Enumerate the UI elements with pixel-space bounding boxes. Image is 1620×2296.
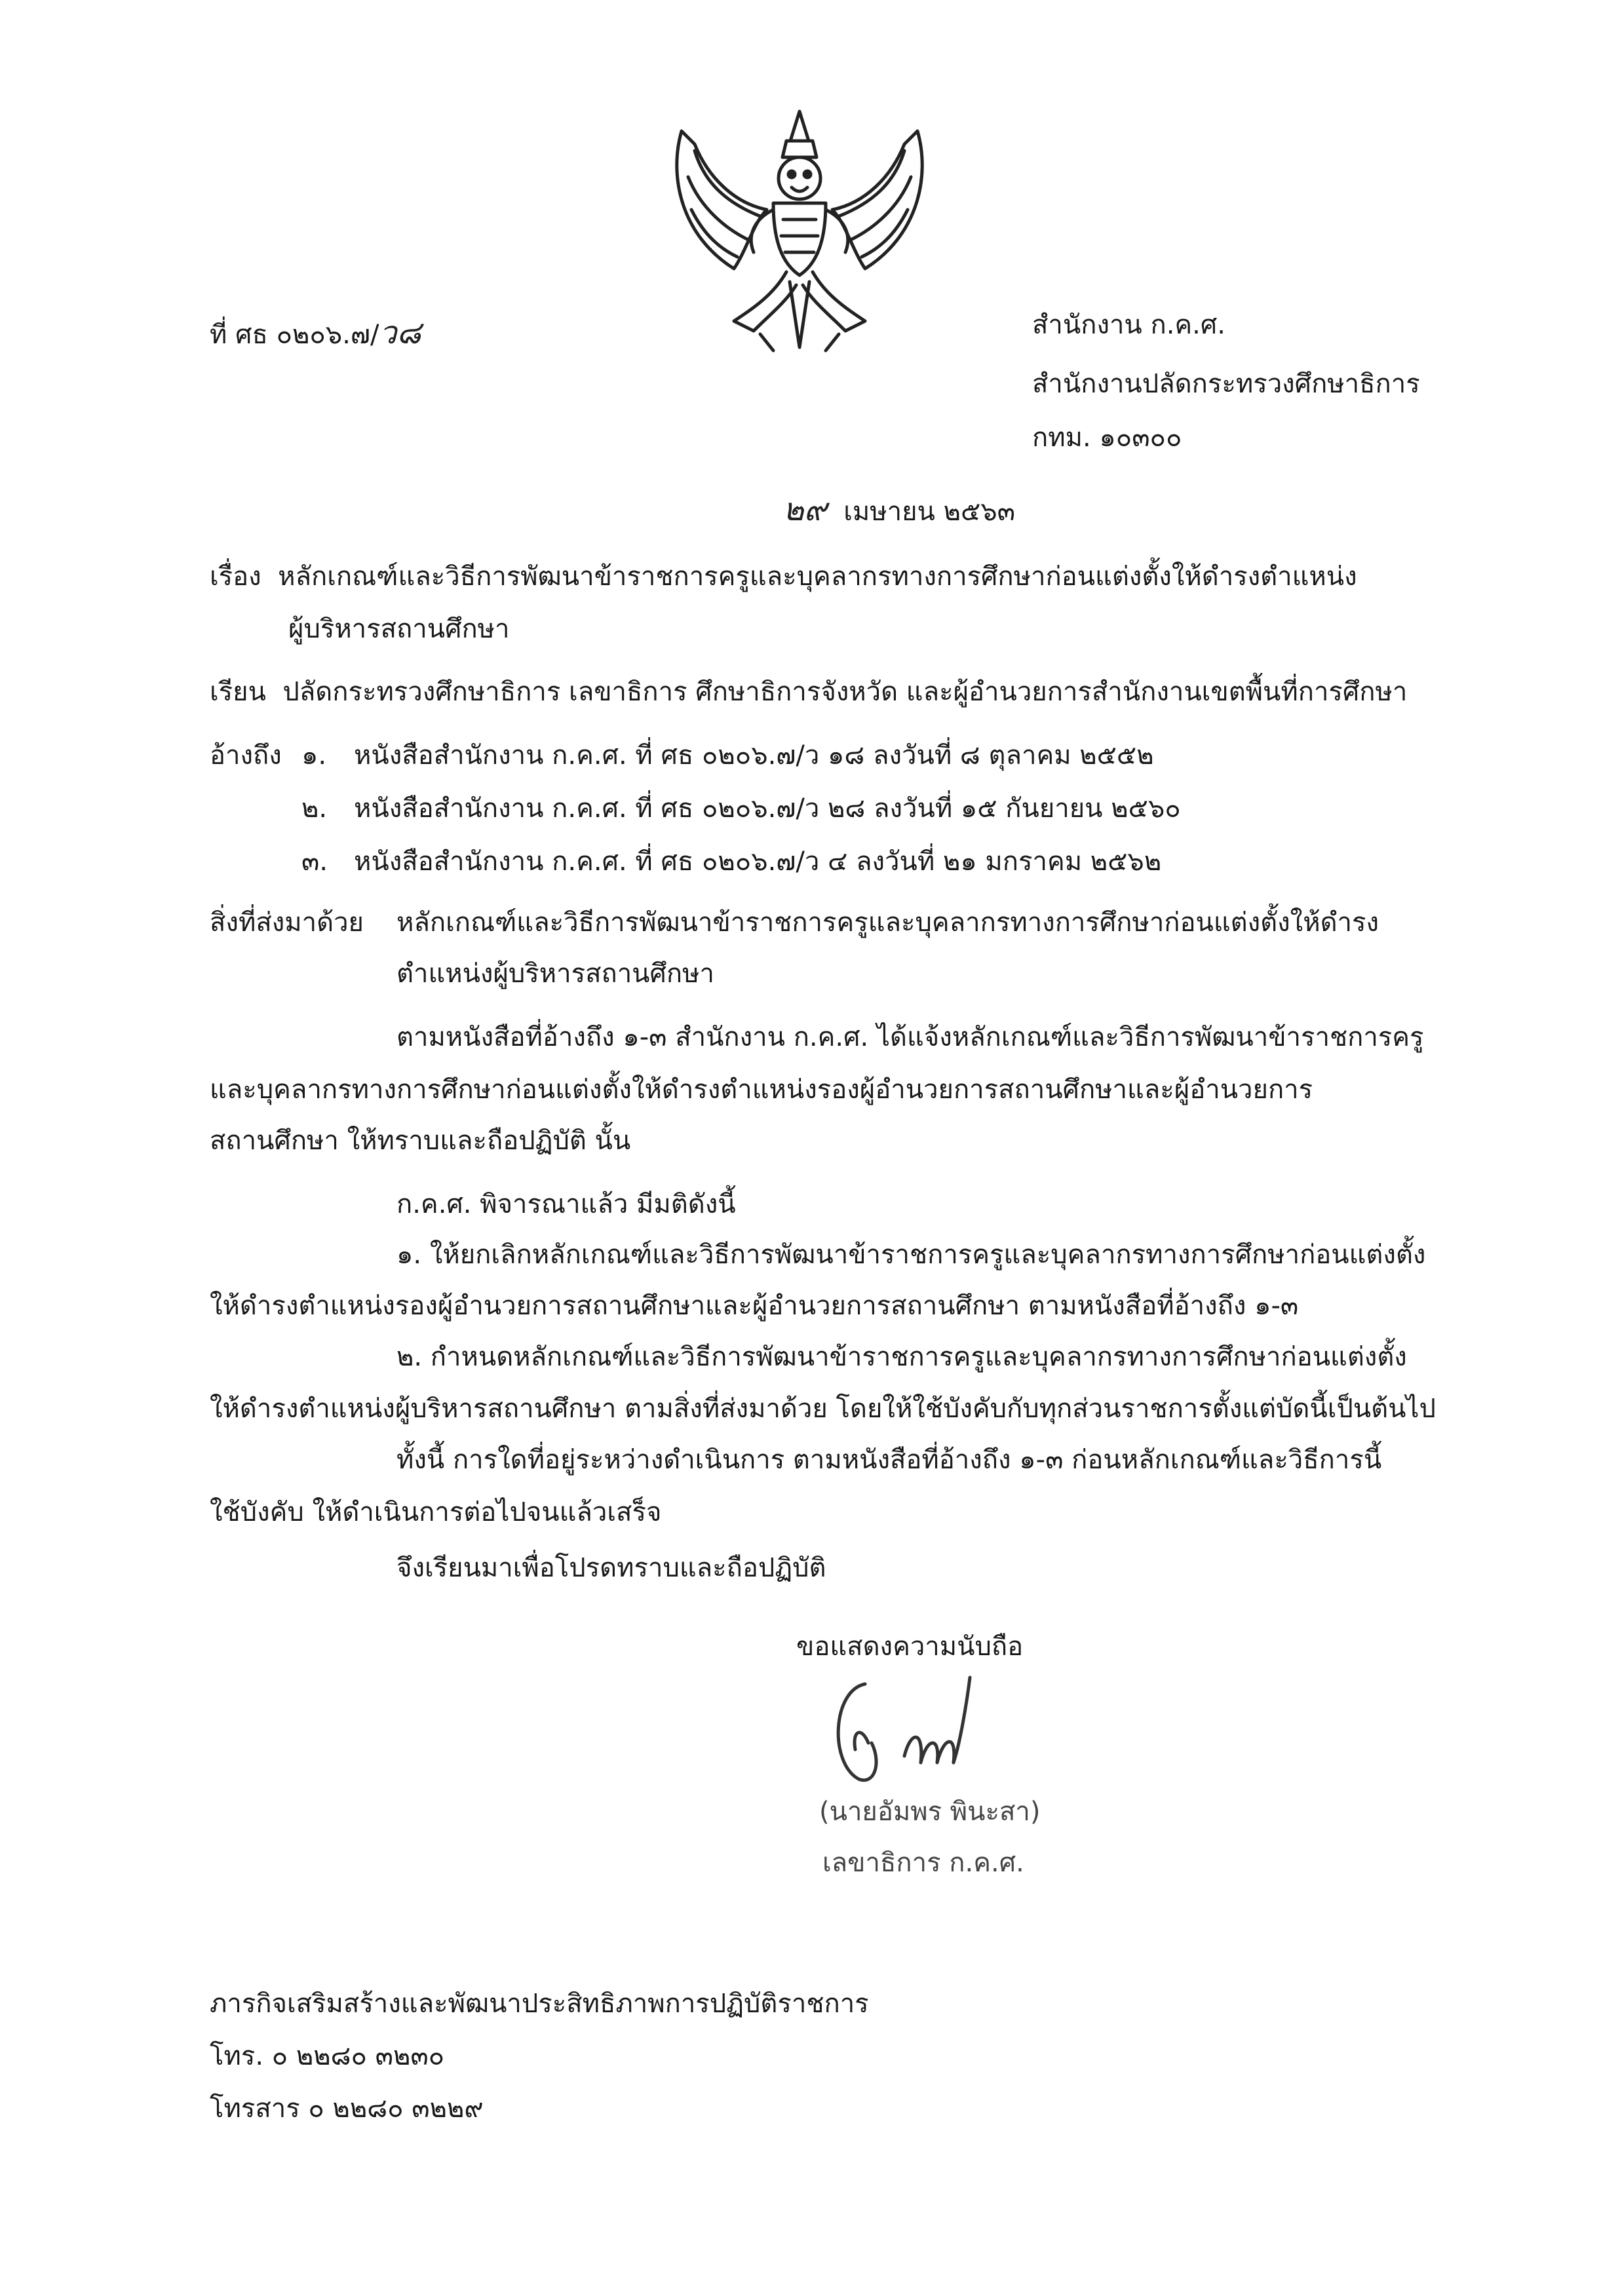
reference-item <box>301 833 1161 890</box>
handwritten-signature <box>819 1664 1055 1795</box>
subject-label: เรื่อง <box>210 562 261 592</box>
closing-regards: ขอแสดงความนับถือ <box>796 1632 1024 1662</box>
sender-office-line3: กทม. ๑๐๓๐๐ <box>1032 423 1182 453</box>
reference-number: ๓. <box>301 847 328 877</box>
subject-text: หลักเกณฑ์และวิธีการพัฒนาข้าราชการครูและบุคลากรทางการศึกษาก่อนแต่งตั้งให้ดำรงตำแหน่ง <box>278 562 1357 592</box>
body-p4-line1: ๒. กำหนดหลักเกณฑ์และวิธีการพัฒนาข้าราชการครูและบุคลากรทางการศึกษาก่อนแต่งตั้ง <box>396 1342 1407 1372</box>
recipient-label: เรียน <box>210 677 266 707</box>
reference-text: หนังสือสำนักงาน ก.ค.ศ. ที่ ศธ ๐๒๐๖.๗/ว ๑๘ ลงวันที่ ๘ ตุลาคม ๒๕๕๒ <box>354 740 1154 771</box>
subject-line1 <box>210 548 1357 605</box>
body-p1-line2: และบุคลากรทางการศึกษาก่อนแต่งตั้งให้ดำรงตำแหน่งรองผู้อำนวยการสถานศึกษาและผู้อำนวยการ <box>210 1075 1313 1105</box>
footer-phone: โทร. ๐ ๒๒๘๐ ๓๒๓๐ <box>210 2041 445 2071</box>
body-p5-line1: ทั้งนี้ การใดที่อยู่ระหว่างดำเนินการ ตามหนังสือที่อ้างถึง ๑-๓ ก่อนหลักเกณฑ์และวิธีการนี้ <box>396 1445 1382 1475</box>
body-p1-line1: ตามหนังสือที่อ้างถึง ๑-๓ สำนักงาน ก.ค.ศ. ได้แจ้งหลักเกณฑ์และวิธีการพัฒนาข้าราชการครู <box>396 1022 1424 1052</box>
reference-text: หนังสือสำนักงาน ก.ค.ศ. ที่ ศธ ๐๒๐๖.๗/ว ๒๘ ลงวันที่ ๑๕ กันยายน ๒๕๖๐ <box>354 794 1181 824</box>
enclosure-line1: หลักเกณฑ์และวิธีการพัฒนาข้าราชการครูและบุคลากรทางการศึกษาก่อนแต่งตั้งให้ดำรง <box>396 908 1379 938</box>
enclosure-line2: ตำแหน่งผู้บริหารสถานศึกษา <box>396 959 714 989</box>
references-label: อ้างถึง <box>210 740 282 771</box>
signatory-name: (นายอัมพร พินะสา) <box>819 1797 1041 1827</box>
body-p3-line1: ๑. ให้ยกเลิกหลักเกณฑ์และวิธีการพัฒนาข้าราชการครูและบุคลากรทางการศึกษาก่อนแต่งตั้ง <box>396 1240 1426 1270</box>
body-p3-line2: ให้ดำรงตำแหน่งรองผู้อำนวยการสถานศึกษาและผู้อำนวยการสถานศึกษา ตามหนังสือที่อ้างถึง ๑-๓ <box>210 1291 1299 1321</box>
reference-item <box>301 727 1154 784</box>
sender-office-line2: สำนักงานปลัดกระทรวงศึกษาธิการ <box>1032 369 1420 399</box>
reference-number: ๒. <box>301 794 328 824</box>
reference-item <box>301 780 1181 837</box>
reference-number: ๑. <box>301 740 327 771</box>
document-number <box>210 308 421 358</box>
reference-text: หนังสือสำนักงาน ก.ค.ศ. ที่ ศธ ๐๒๐๖.๗/ว ๔ ลงวันที่ ๒๑ มกราคม ๒๕๖๒ <box>354 847 1162 877</box>
letter-date <box>783 485 1015 535</box>
footer-fax: โทรสาร ๐ ๒๒๘๐ ๓๒๒๙ <box>210 2094 484 2124</box>
body-p5-line2: ใช้บังคับ ให้ดำเนินการต่อไปจนแล้วเสร็จ <box>210 1497 662 1527</box>
sender-office-line1: สำนักงาน ก.ค.ศ. <box>1032 310 1225 340</box>
date-month-year: เมษายน ๒๕๖๓ <box>843 497 1015 527</box>
enclosure-label: สิ่งที่ส่งมาด้วย <box>210 908 364 938</box>
body-p2: ก.ค.ศ. พิจารณาแล้ว มีมติดังนี้ <box>396 1189 736 1219</box>
document-number-handwritten: ว๘ <box>379 315 421 351</box>
recipient-line <box>210 664 1407 720</box>
document-number-prefix: ที่ ศธ ๐๒๐๖.๗/ <box>210 320 379 350</box>
body-p4-line2: ให้ดำรงตำแหน่งผู้บริหารสถานศึกษา ตามสิ่งที่ส่งมาด้วย โดยให้ใช้บังคับกับทุกส่วนราชการตั้งแต่บัดนี้เป็นต้นไป <box>210 1394 1436 1424</box>
body-p6: จึงเรียนมาเพื่อโปรดทราบและถือปฏิบัติ <box>396 1553 826 1583</box>
subject-line2: ผู้บริหารสถานศึกษา <box>288 614 510 644</box>
body-p1-line3: สถานศึกษา ให้ทราบและถือปฏิบัติ นั้น <box>210 1126 631 1156</box>
garuda-emblem-icon <box>655 105 944 357</box>
signatory-title: เลขาธิการ ก.ค.ศ. <box>822 1848 1024 1878</box>
recipient-text: ปลัดกระทรวงศึกษาธิการ เลขาธิการ ศึกษาธิการจังหวัด และผู้อำนวยการสำนักงานเขตพื้นที่การศึกษา <box>282 677 1408 707</box>
footer-unit: ภารกิจเสริมสร้างและพัฒนาประสิทธิภาพการปฏิบัติราชการ <box>210 1989 869 2019</box>
date-day-handwritten: ๒๙ <box>783 491 827 528</box>
